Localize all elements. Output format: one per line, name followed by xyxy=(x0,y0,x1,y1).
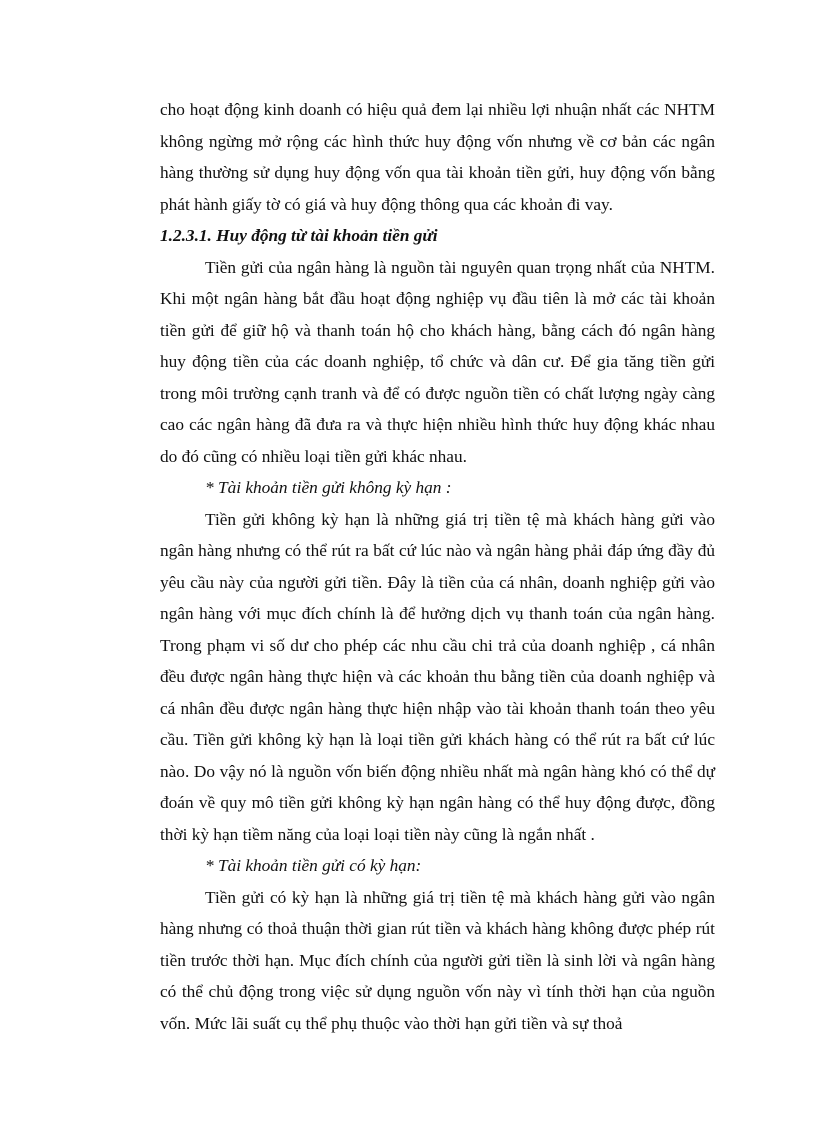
demand-deposit-paragraph: Tiền gửi không kỳ hạn là những giá trị tiền tệ mà khách hàng gửi vào ngân hàng nhưng có thể rút ra bất cứ lúc nào và ngân hàng phải đáp ứng đầy đủ yêu cầu này của người gửi tiền. Đây là tiền của cá nhân, doanh nghiệp gửi vào ngân hàng với mục đích chính là để hưởng dịch vụ thanh toán của ngân hàng. Trong phạm vi số dư cho phép các nhu cầu chi trả của doanh nghiệp , cá nhân đều được ngân hàng thực hiện và các khoản thu bằng tiền của doanh nghiệp và cá nhân đều được ngân hàng thực hiện nhập vào tài khoản thanh toán theo yêu cầu. Tiền gửi không kỳ hạn là loại tiền gửi khách hàng có thể rút ra bất cứ lúc nào. Do vậy nó là nguồn vốn biến động nhiều nhất mà ngân hàng khó có thể dự đoán về quy mô tiền gửi không kỳ hạn ngân hàng có thể huy động được, đồng thời kỳ hạn tiềm năng của loại loại tiền này cũng là ngắn nhất . xyxy=(160,509,715,844)
term-deposit-subheading: * Tài khoản tiền gửi có kỳ hạn: xyxy=(205,856,422,875)
section-heading: 1.2.3.1. Huy động từ tài khoản tiền gửi xyxy=(160,226,438,245)
demand-deposit-subheading: * Tài khoản tiền gửi không kỳ hạn : xyxy=(205,478,452,497)
term-deposit-paragraph: Tiền gửi có kỳ hạn là những giá trị tiền tệ mà khách hàng gửi vào ngân hàng nhưng có thoả thuận thời gian rút tiền và khách hàng không được phép rút tiền trước thời hạn. Mục đích chính của người gửi tiền là sinh lời và ngân hàng có thể chủ động trong việc sử dụng nguồn vốn này vì tính thời hạn của nguồn vốn. Mức lãi suất cụ thể phụ thuộc vào thời hạn gửi tiền và sự thoả xyxy=(160,887,715,1033)
intro-paragraph: cho hoạt động kinh doanh có hiệu quả đem lại nhiều lợi nhuận nhất các NHTM không ngừng mở rộng các hình thức huy động vốn nhưng về cơ bản các ngân hàng thường sử dụng huy động vốn qua tài khoản tiền gửi, huy động vốn bằng phát hành giấy tờ có giá và huy động thông qua các khoản đi vay. xyxy=(160,100,715,214)
page-body xyxy=(160,94,715,1039)
section-paragraph: Tiền gửi của ngân hàng là nguồn tài nguyên quan trọng nhất của NHTM. Khi một ngân hàng bắt đầu hoạt động nghiệp vụ đầu tiên là mở các tài khoản tiền gửi để giữ hộ và thanh toán hộ cho khách hàng, bằng cách đó ngân hàng huy động tiền của các doanh nghiệp, tổ chức và dân cư. Để gia tăng tiền gửi trong môi trường cạnh tranh và để có được nguồn tiền có chất lượng ngày càng cao các ngân hàng đã đưa ra và thực hiện nhiều hình thức huy động khác nhau do đó cũng có nhiều loại tiền gửi khác nhau. xyxy=(160,257,715,466)
